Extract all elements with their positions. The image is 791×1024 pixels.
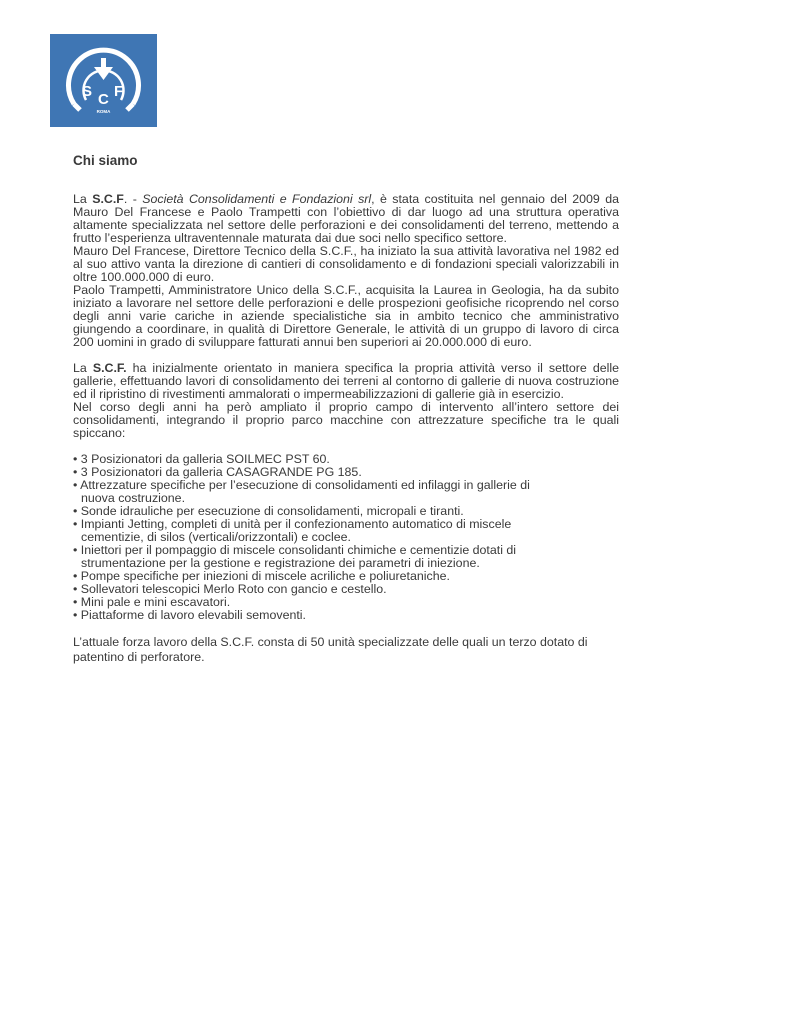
list-item: • Mini pale e mini escavatori.	[73, 595, 231, 609]
page-content	[73, 193, 619, 665]
list-item: • Iniettori per il pompaggio di miscele consolidanti chimiche e cementizie dotati di strumentazione per la gestione e registrazione dei parametri di iniezione.	[73, 543, 517, 570]
list-item: • Pompe specifiche per iniezioni di miscele acriliche e poliuretaniche.	[73, 569, 450, 583]
logo-letter-c: C	[98, 91, 109, 108]
intro-paragraph-del-francese: Mauro Del Francese, Direttore Tecnico della S.C.F., ha iniziato la sua attività lavorativa nel 1982 ed al suo attivo vanta la direzione di cantieri di consolidamento e di fondazioni speciali valorizzabili in oltre 100.000.000 di euro.	[73, 244, 619, 284]
closing-paragraph: L’attuale forza lavoro della S.C.F. consta di 50 unità specializzate delle quali un terzo dotato di patentino di perforatore.	[73, 635, 588, 664]
page-title: Chi siamo	[73, 153, 138, 168]
scf-logo-icon	[50, 34, 157, 127]
logo-letter-s: S	[82, 83, 93, 100]
list-item: • Attrezzature specifiche per l’esecuzione di consolidamenti ed infilaggi in gallerie di nuova costruzione.	[73, 478, 530, 505]
intro-paragraph-founding: La S.C.F. - Società Consolidamenti e Fondazioni srl, è stata costituita nel gennaio del 2009 da Mauro Del Francese e Paolo Trampetti con l’obiettivo di dar luogo ad una struttura operativa altamente specializzata nel settore delle perforazioni e dei consolidamenti del terreno, mettendo a frutto l’esperienza ultraventennale maturata dai due soci nello specifico settore.	[73, 192, 619, 245]
activity-paragraph-tunnels: La S.C.F. ha inizialmente orientato in maniera specifica la propria attività verso il settore delle gallerie, effettuando lavori di consolidamento dei terreni al contorno di gallerie di nuova costruzione ed il ripristino di rivestimenti ammalorati o impermeabilizzazioni di gallerie già in esercizio.	[73, 361, 619, 401]
list-item: • 3 Posizionatori da galleria CASAGRANDE PG 185.	[73, 465, 362, 479]
list-item: • Sonde idrauliche per esecuzione di consolidamenti, micropali e tiranti.	[73, 504, 464, 518]
activity-paragraph-expansion: Nel corso degli anni ha però ampliato il proprio campo di intervento all’intero settore dei consolidamenti, integrando il proprio parco macchine con attrezzature specifiche tra le quali spiccano:	[73, 400, 619, 440]
intro-paragraph-trampetti: Paolo Trampetti, Amministratore Unico della S.C.F., acquisita la Laurea in Geologia, ha da subito iniziato a lavorare nel settore delle perforazioni e delle prospezioni geofisiche ricoprendo nel corso degli anni varie cariche in aziende specialistiche sia in ambito tecnico che amministrativo giungendo a coordinare, in qualità di Direttore Generale, le attività di un gruppo di lavoro di circa 200 uomini in grado di sviluppare fatturati annui ben superiori ai 20.000.000 di euro.	[73, 283, 619, 349]
list-item: • 3 Posizionatori da galleria SOILMEC PST 60.	[73, 452, 330, 466]
list-item: • Sollevatori telescopici Merlo Roto con gancio e cestello.	[73, 582, 387, 596]
list-item: • Impianti Jetting, completi di unità per il confezionamento automatico di miscele cementizie, di silos (verticali/orizzontali) e coclee.	[73, 517, 512, 544]
company-logo	[50, 34, 157, 127]
brand-name: S.C.F.	[92, 361, 127, 375]
logo-city: ROMA	[96, 109, 111, 114]
logo-letter-f: F	[114, 83, 124, 100]
company-full-name: Società Consolidamenti e Fondazioni srl	[142, 192, 372, 206]
list-item: • Piattaforme di lavoro elevabili semoventi.	[73, 608, 306, 622]
brand-name: S.C.F	[92, 192, 124, 206]
equipment-list	[73, 453, 543, 622]
